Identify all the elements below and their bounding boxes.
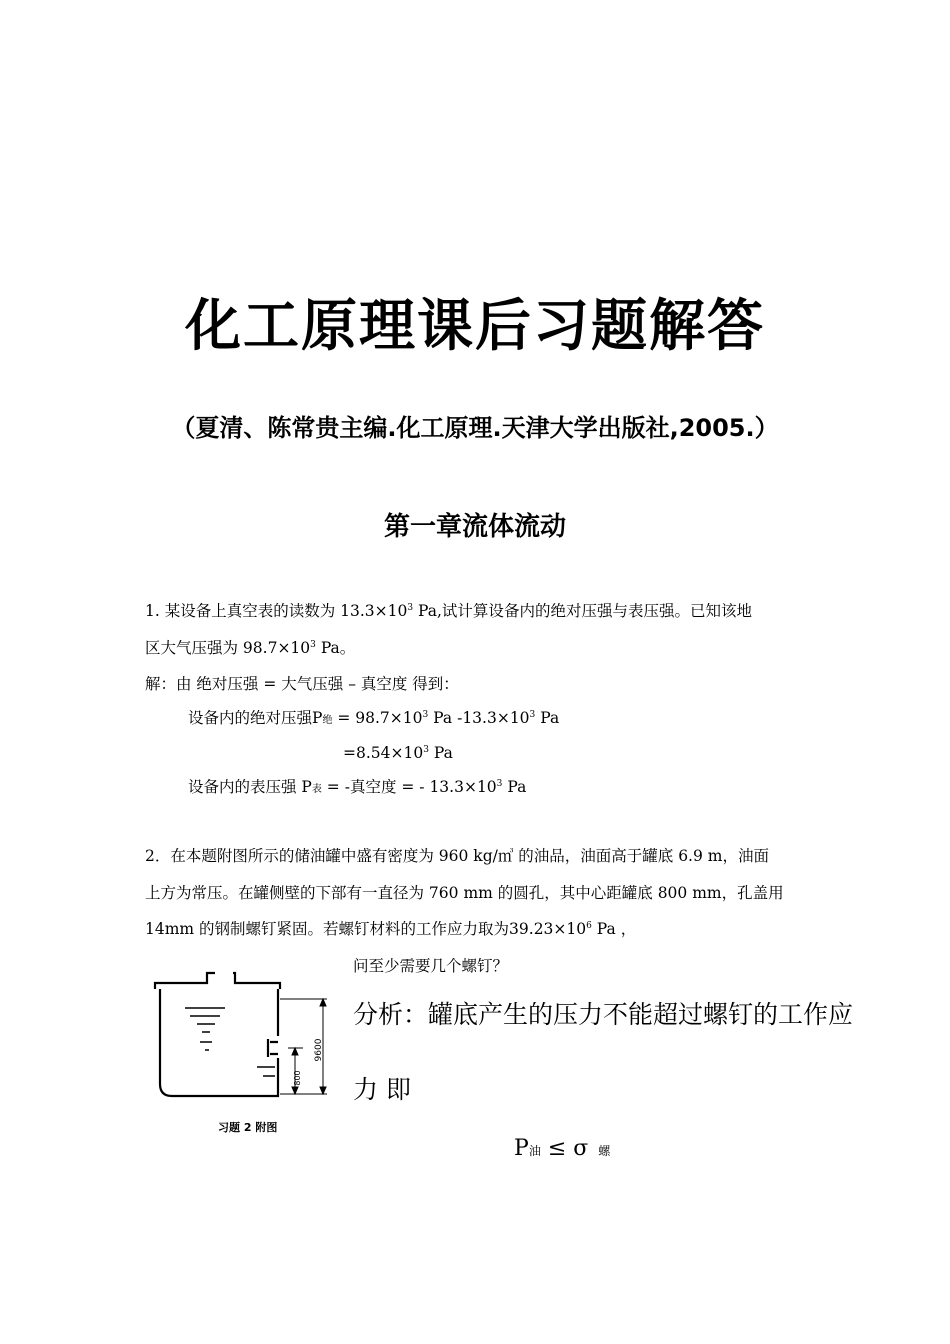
- q2-question: 问至少需要几个螺钉？: [353, 957, 509, 975]
- side-hole-cover: [268, 1039, 278, 1057]
- chapter-heading: 第一章流体流动: [383, 512, 566, 542]
- page-title: 化工原理课后习题解答: [185, 294, 765, 359]
- q1-absolute-pressure: 设备内的绝对压强P绝 = $98.7\times 10^3$ Pa $-13.3\times 10^3$ Pa: [188, 709, 560, 727]
- pressure-inequality: P油 ≤ σ 螺: [514, 1136, 611, 1161]
- figure-caption: 习题 2 附图: [218, 1121, 278, 1134]
- tank-top-left-flange: [155, 973, 215, 989]
- q2-statement-line2: 上方为常压。在罐侧壁的下部有一直径为 760 mm 的圆孔，其中心距罐底 800 mm，孔盖用: [145, 884, 784, 902]
- dimension-total-height: 9600: [314, 1038, 324, 1062]
- dimension-hole-height: 800: [293, 1070, 302, 1086]
- q2-statement-line1: 2．在本题附图所示的储油罐中盛有密度为 960 kg/㎥ 的油品，油面高于罐底 6.9 m，油面: [145, 847, 769, 865]
- tank-top-right-flange: [233, 973, 280, 989]
- q2-statement-line3: 14mm 的钢制螺钉紧固。若螺钉材料的工作应力取为$39.23\times 10^6$ Pa ，: [145, 920, 637, 938]
- q1-absolute-result: $=8.54\times 10^3$ Pa: [343, 744, 453, 762]
- analysis-line1: 分析：罐底产生的压力不能超过螺钉的工作应: [353, 1000, 854, 1029]
- q1-gauge-pressure: 设备内的表压强 P表 = -真空度 = - $13.3\times 10^3$ Pa: [188, 778, 527, 796]
- q1-solution-intro: 解：由 绝对压强 = 大气压强 – 真空度 得到：: [145, 675, 459, 693]
- q1-statement-line2: 区大气压强为 $98.7\times 10^3$ Pa。: [145, 639, 356, 657]
- oil-tank-figure: [145, 966, 340, 1114]
- book-reference: （夏清、陈常贵主编.化工原理.天津大学出版社,2005.）: [171, 414, 779, 442]
- analysis-line2: 力 即: [353, 1075, 411, 1104]
- q1-statement-line1: 1. 某设备上真空表的读数为 $13.3\times 10^3$ Pa,试计算设备内的绝对压强与表压强。已知该地: [145, 602, 752, 620]
- tank-wall: [160, 989, 278, 1096]
